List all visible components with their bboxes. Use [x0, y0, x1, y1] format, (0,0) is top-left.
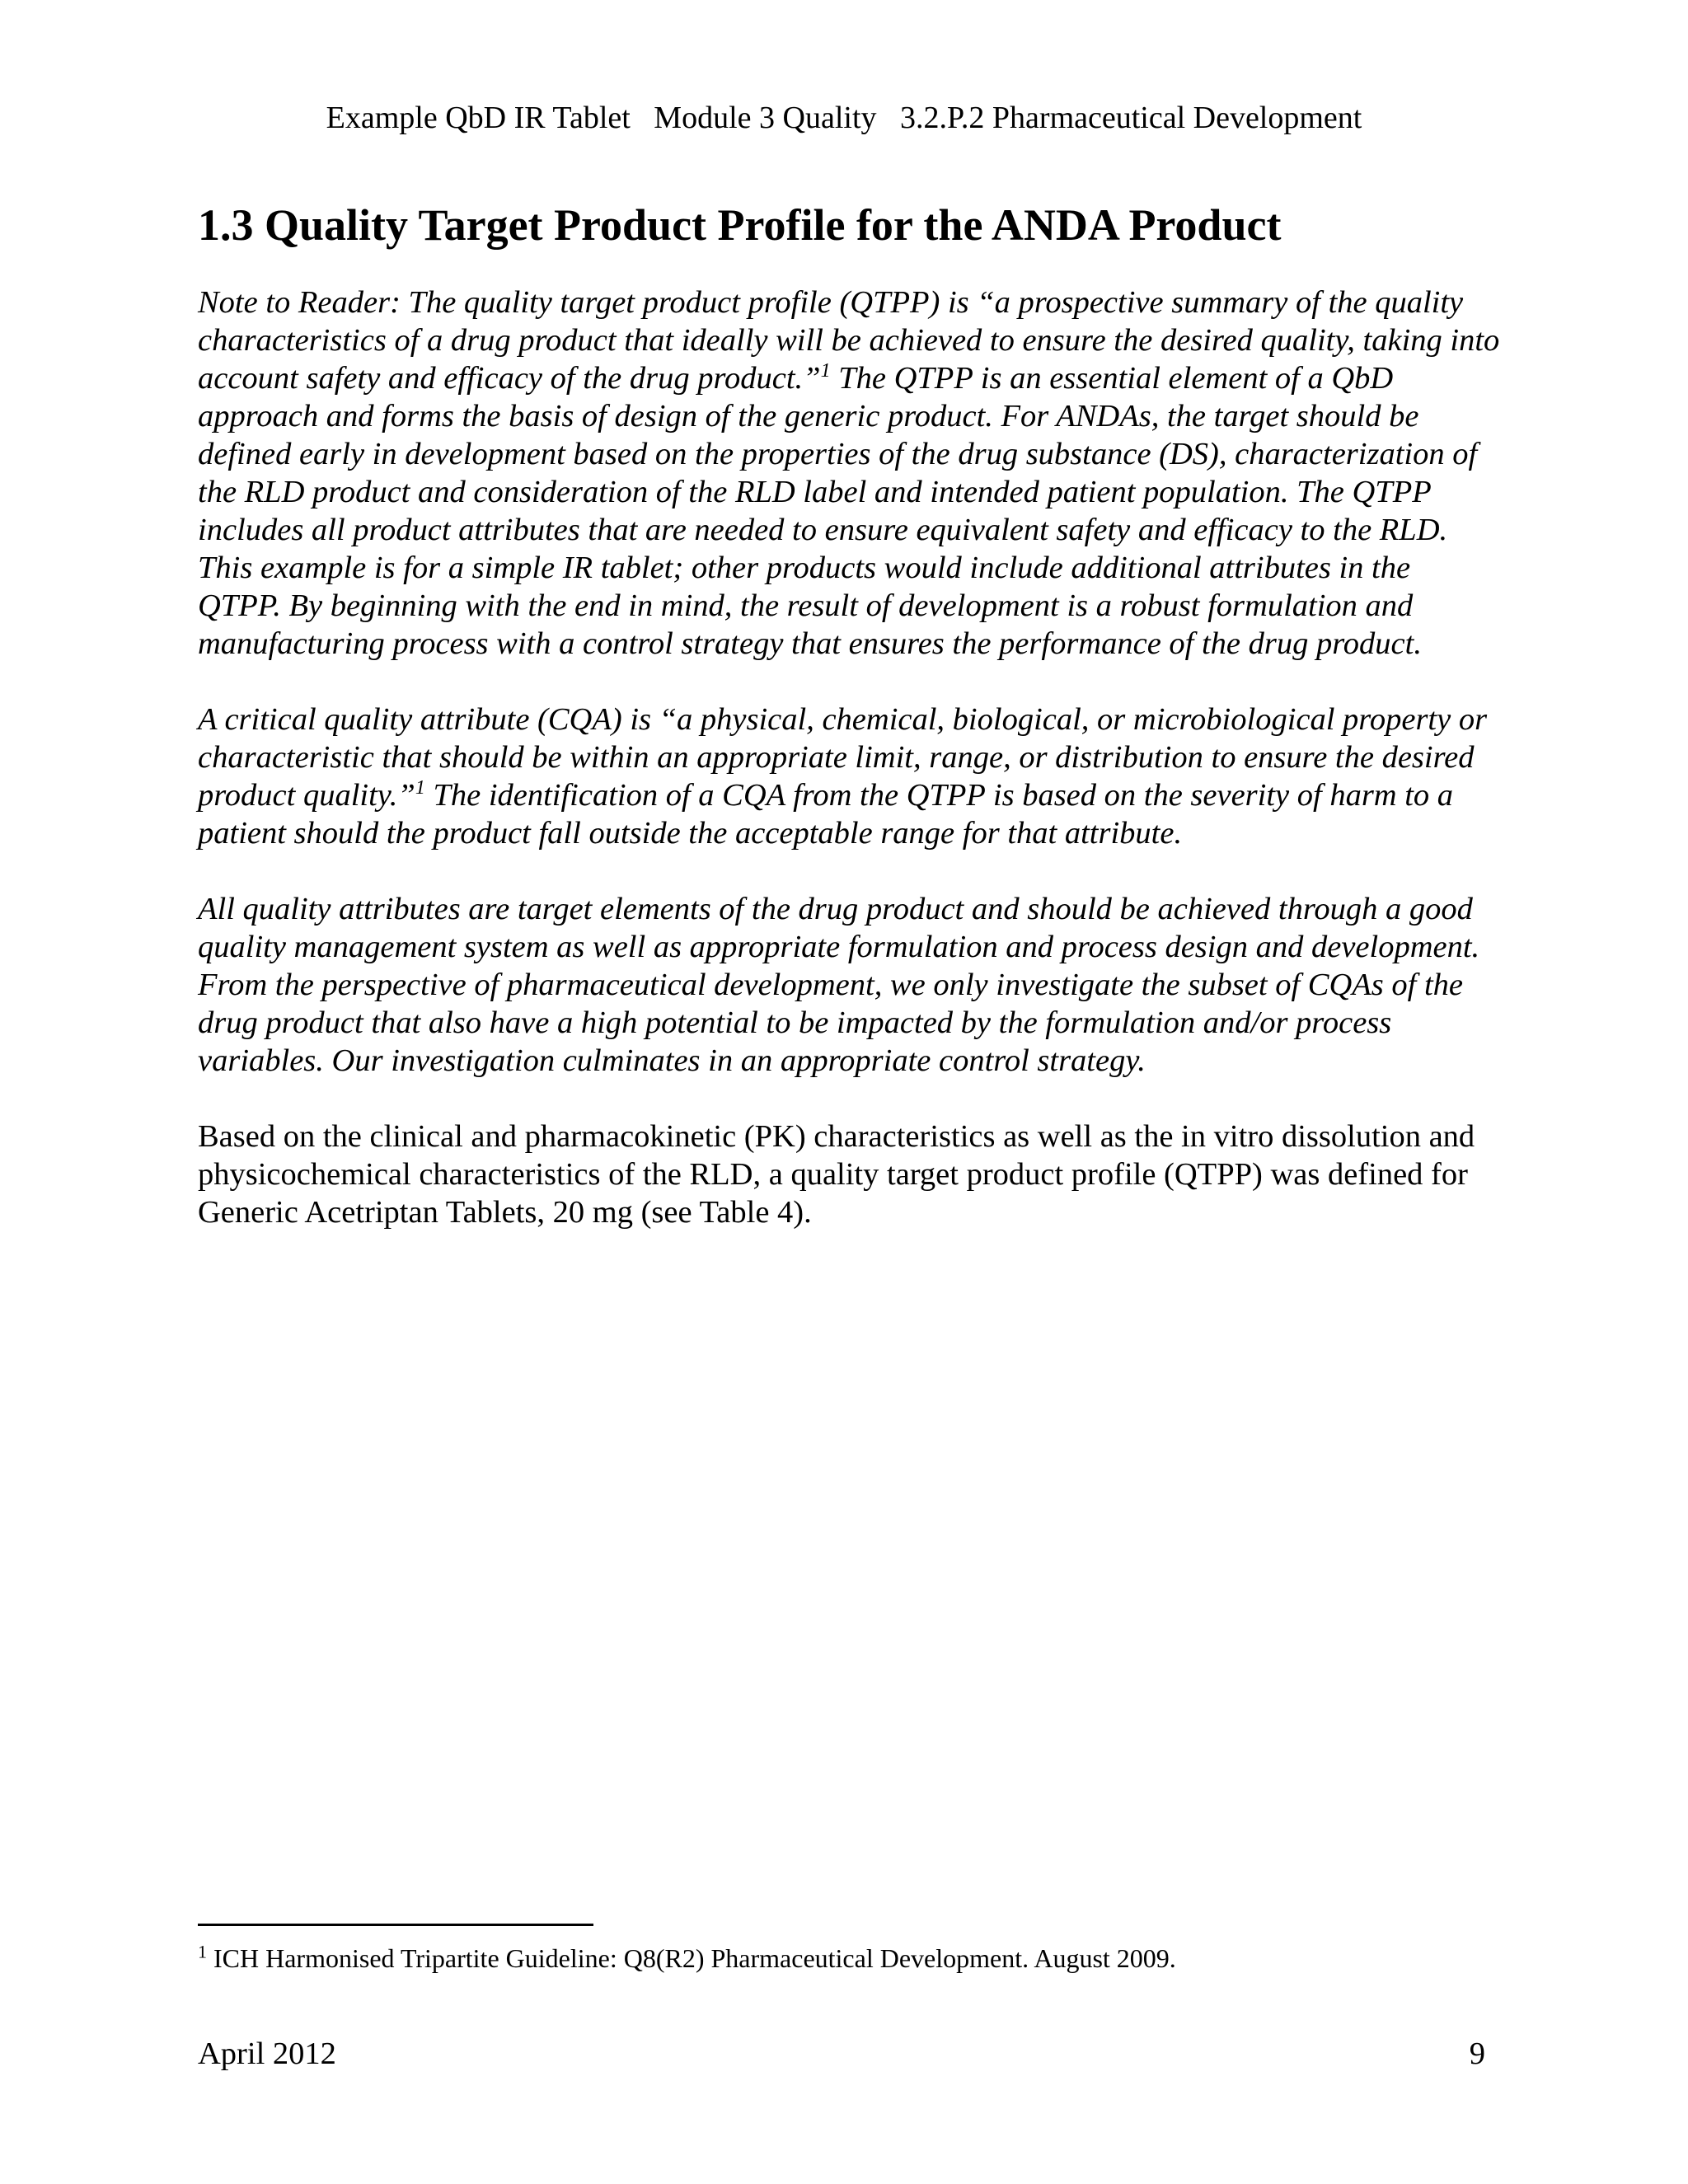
note-qtpp-text-part2: The QTPP is an essential element of a QbD approach and forms the basis of design of the generic product. For ANDAs, the target should be defined early in development based on the properties of the drug substance (DS), characterization of the RLD product and consideration of the RLD label and intended patient population. The QTPP includes all product attributes that are needed to ensure equivalent safety and efficacy to the RLD. This example is for a simple IR tablet; other products would include additional attributes in the QTPP. By beginning with the end in mind, the result of development is a robust formulation and manufacturing process with a control strategy that ensures the performance of the drug product.: [198, 361, 1478, 661]
body-paragraph-qtpp-definition: Based on the clinical and pharmacokinetic (PK) characteristics as well as the in vitro dissolution and physicochemical characteristics of the RLD, a quality target product profile (QTPP) was defined for Generic Acetriptan Tablets, 20 mg (see Table 4).: [198, 1119, 1475, 1230]
note-cqa-text-part2: The identification of a CQA from the QTPP is based on the severity of harm to a patient should the product fall outside the acceptable range for that attribute.: [198, 778, 1454, 851]
note-cqa-text-part1: A critical quality attribute (CQA) is “a physical, chemical, biological, or microbiological property or characteristic that should be within an appropriate limit, range, or distribution to ensure the desired product quality.”: [198, 702, 1488, 813]
footnote: [198, 1942, 1500, 1975]
footnote-reference[interactable]: 1: [820, 360, 831, 382]
note-paragraph-attributes: All quality attributes are target elements of the drug product and should be achieved through a good quality management system as well as appropriate formulation and process design and development. From the perspective of pharmaceutical development, we only investigate the subset of CQAs of the drug product that also have a high potential to be impacted by the formulation and/or process variables. Our investigation culminates in an appropriate control strategy.: [198, 892, 1480, 1078]
note-qtpp-text-part1: Note to Reader: The quality target product profile (QTPP) is “a prospective summary of the quality characteristics of a drug product that ideally will be achieved to ensure the desired quality, taking into account safety and efficacy of the drug product.”: [198, 285, 1500, 396]
footnote-marker: 1: [198, 1941, 207, 1962]
running-header: Example QbD IR Tablet Module 3 Quality 3.2.P.2 Pharmaceutical Development: [326, 101, 1362, 135]
footnote-reference[interactable]: 1: [415, 777, 425, 799]
note-paragraph-cqa: [198, 701, 1500, 852]
footnote-text: ICH Harmonised Tripartite Guideline: Q8(R2) Pharmaceutical Development. August 2009.: [207, 1943, 1176, 1973]
page-number: 9: [1469, 2036, 1485, 2071]
note-paragraph-qtpp: [198, 284, 1500, 663]
main-content: [198, 196, 1500, 1269]
footer-date: April 2012: [198, 2036, 336, 2071]
footnote-separator: [198, 1924, 593, 1926]
section-heading: 1.3 Quality Target Product Profile for the ANDA Product: [198, 200, 1282, 250]
